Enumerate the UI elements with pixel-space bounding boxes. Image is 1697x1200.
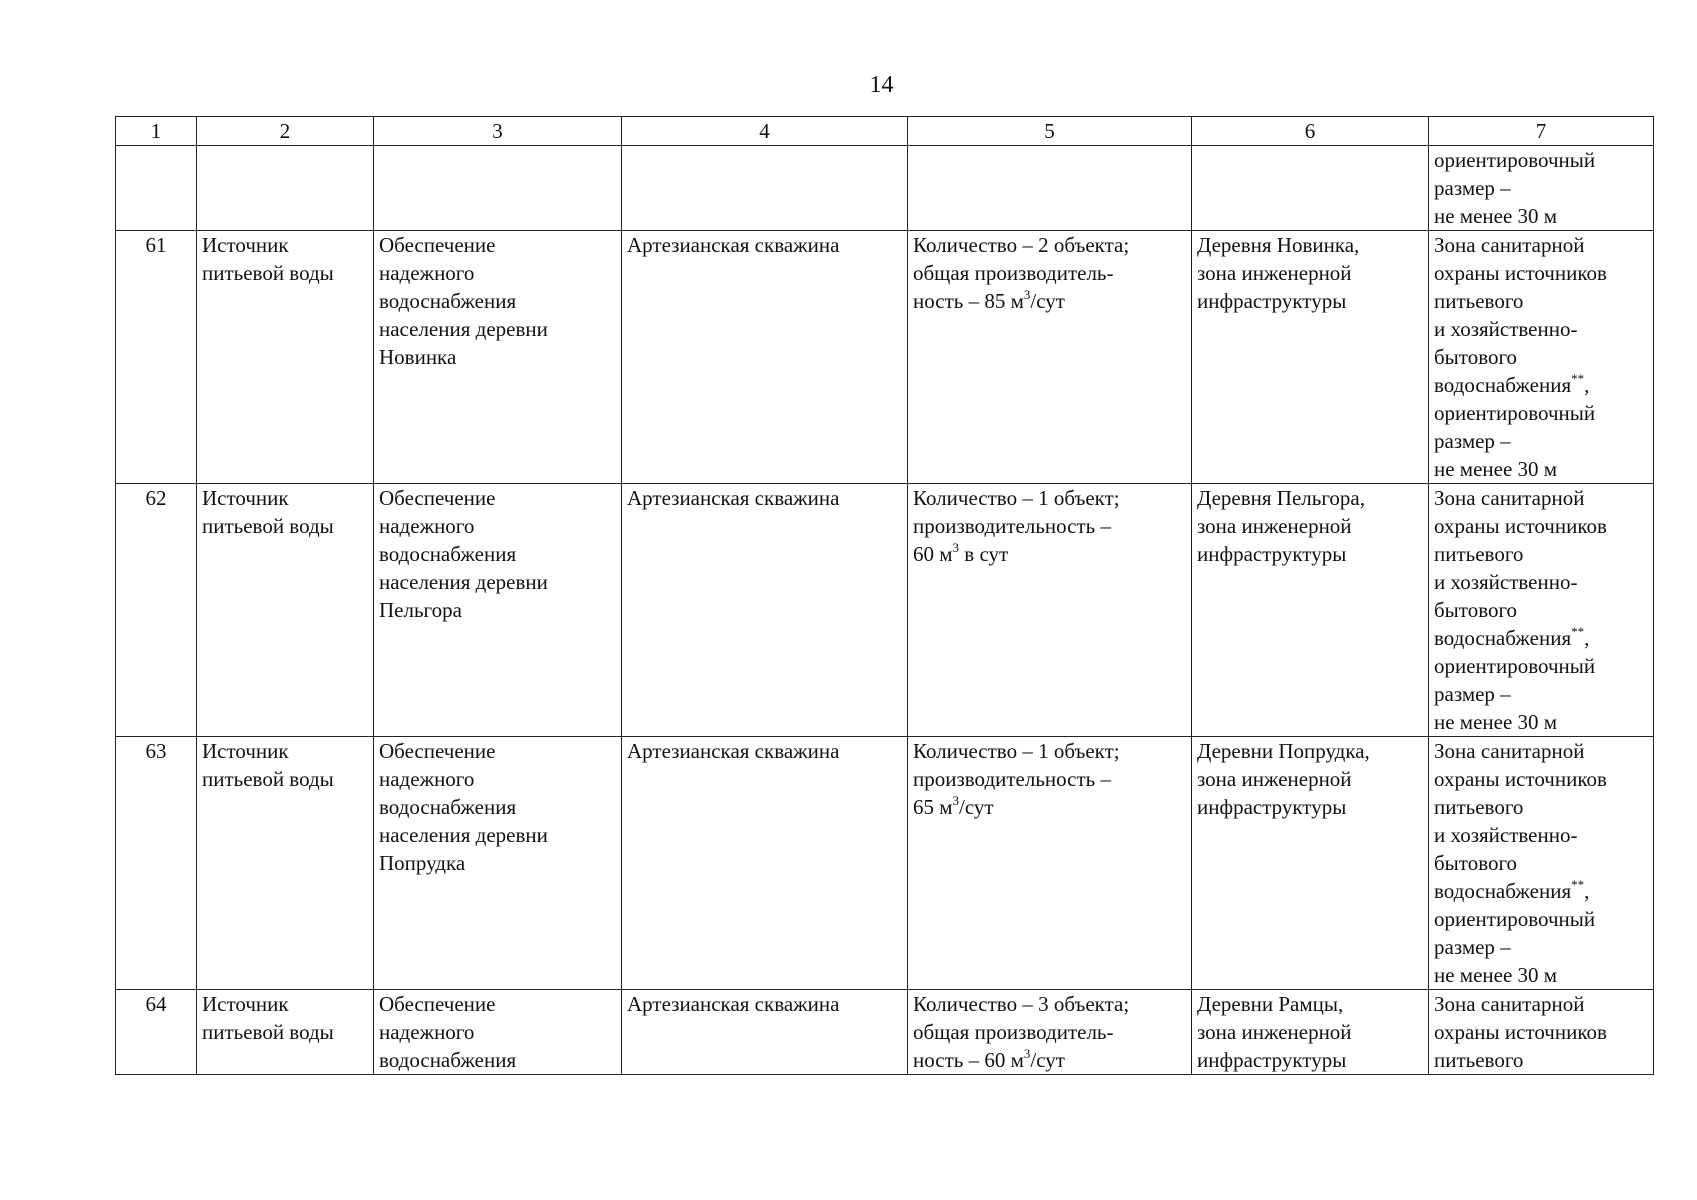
column-number: 7 — [1429, 117, 1654, 146]
column-number: 2 — [197, 117, 374, 146]
location-cell: Деревня Новинка, зона инженерной инфраструктуры — [1192, 231, 1429, 484]
column-number: 5 — [908, 117, 1192, 146]
purpose-cell: Обеспечение надежного водоснабжения населения деревни Пельгора — [374, 484, 622, 737]
column-number: 6 — [1192, 117, 1429, 146]
column-number: 4 — [622, 117, 908, 146]
parameters-cell — [908, 990, 1192, 1075]
object-type-cell: Артезианская скважина — [622, 231, 908, 484]
zone-text: Зона санитарной охраны источников питьевого и хозяйственно- бытового водоснабжения — [1434, 739, 1607, 903]
object-type-cell: Артезианская скважина — [622, 737, 908, 990]
footnote-marker: ** — [1571, 371, 1585, 386]
row-number: 64 — [116, 990, 197, 1075]
table-cell — [197, 146, 374, 231]
footnote-marker: ** — [1571, 877, 1585, 892]
parameters-text: в сут — [959, 542, 1009, 566]
parameters-text: Количество – 3 объекта; общая производитель- ность – 60 м — [913, 992, 1130, 1072]
purpose-cell: Обеспечение надежного водоснабжения населения деревни Попрудка — [374, 737, 622, 990]
data-table — [115, 116, 1654, 1075]
parameters-cell — [908, 737, 1192, 990]
object-type-cell: Артезианская скважина — [622, 990, 908, 1075]
location-cell: Деревня Пельгора, зона инженерной инфраструктуры — [1192, 484, 1429, 737]
parameters-cell — [908, 231, 1192, 484]
zone-text: , ориентировочный размер – не менее 30 м — [1434, 373, 1596, 481]
object-type-cell: Артезианская скважина — [622, 484, 908, 737]
zone-cell: ориентировочный размер – не менее 30 м — [1429, 146, 1654, 231]
table-row — [116, 737, 1654, 990]
parameters-text: Количество – 2 объекта; общая производитель- ность – 85 м — [913, 233, 1130, 313]
location-cell: Деревни Попрудка, зона инженерной инфраструктуры — [1192, 737, 1429, 990]
object-name-cell: Источник питьевой воды — [197, 484, 374, 737]
table-cell — [622, 146, 908, 231]
zone-cell — [1429, 990, 1654, 1075]
zone-text: Зона санитарной охраны источников питьевого и хозяйственно- бытового водоснабжения — [1434, 233, 1607, 397]
zone-text: Зона санитарной охраны источников питьевого и хозяйственно- бытового водоснабжения — [1434, 486, 1607, 650]
zone-cell — [1429, 484, 1654, 737]
parameters-text: Количество – 1 объект; производительность – 60 м — [913, 486, 1120, 566]
location-cell: Деревни Рамцы, зона инженерной инфраструктуры — [1192, 990, 1429, 1075]
parameters-text: Количество – 1 объект; производительность – 65 м — [913, 739, 1120, 819]
table-cell — [908, 146, 1192, 231]
parameters-text: /сут — [959, 795, 994, 819]
row-number: 61 — [116, 231, 197, 484]
table-cell — [1192, 146, 1429, 231]
continued-row — [116, 146, 1654, 231]
parameters-text: /сут — [1030, 1048, 1065, 1072]
superscript: 3 — [1023, 287, 1031, 302]
purpose-cell: Обеспечение надежного водоснабжения населения деревни Новинка — [374, 231, 622, 484]
table-cell — [116, 146, 197, 231]
table-row — [116, 231, 1654, 484]
object-name-cell: Источник питьевой воды — [197, 990, 374, 1075]
page-number: 14 — [869, 72, 894, 98]
column-number: 3 — [374, 117, 622, 146]
zone-text: Зона санитарной охраны источников питьевого — [1434, 992, 1607, 1072]
zone-cell — [1429, 231, 1654, 484]
superscript: 3 — [1023, 1046, 1031, 1061]
column-number-row — [116, 117, 1654, 146]
object-name-cell: Источник питьевой воды — [197, 231, 374, 484]
parameters-text: /сут — [1030, 289, 1065, 313]
column-number: 1 — [116, 117, 197, 146]
zone-text: , ориентировочный размер – не менее 30 м — [1434, 879, 1596, 987]
parameters-cell — [908, 484, 1192, 737]
purpose-cell: Обеспечение надежного водоснабжения — [374, 990, 622, 1075]
row-number: 62 — [116, 484, 197, 737]
superscript: 3 — [952, 793, 960, 808]
table-row — [116, 990, 1654, 1075]
zone-text: , ориентировочный размер – не менее 30 м — [1434, 626, 1596, 734]
table-row — [116, 484, 1654, 737]
footnote-marker: ** — [1571, 624, 1585, 639]
zone-cell — [1429, 737, 1654, 990]
row-number: 63 — [116, 737, 197, 990]
table-cell — [374, 146, 622, 231]
object-name-cell: Источник питьевой воды — [197, 737, 374, 990]
superscript: 3 — [952, 540, 960, 555]
